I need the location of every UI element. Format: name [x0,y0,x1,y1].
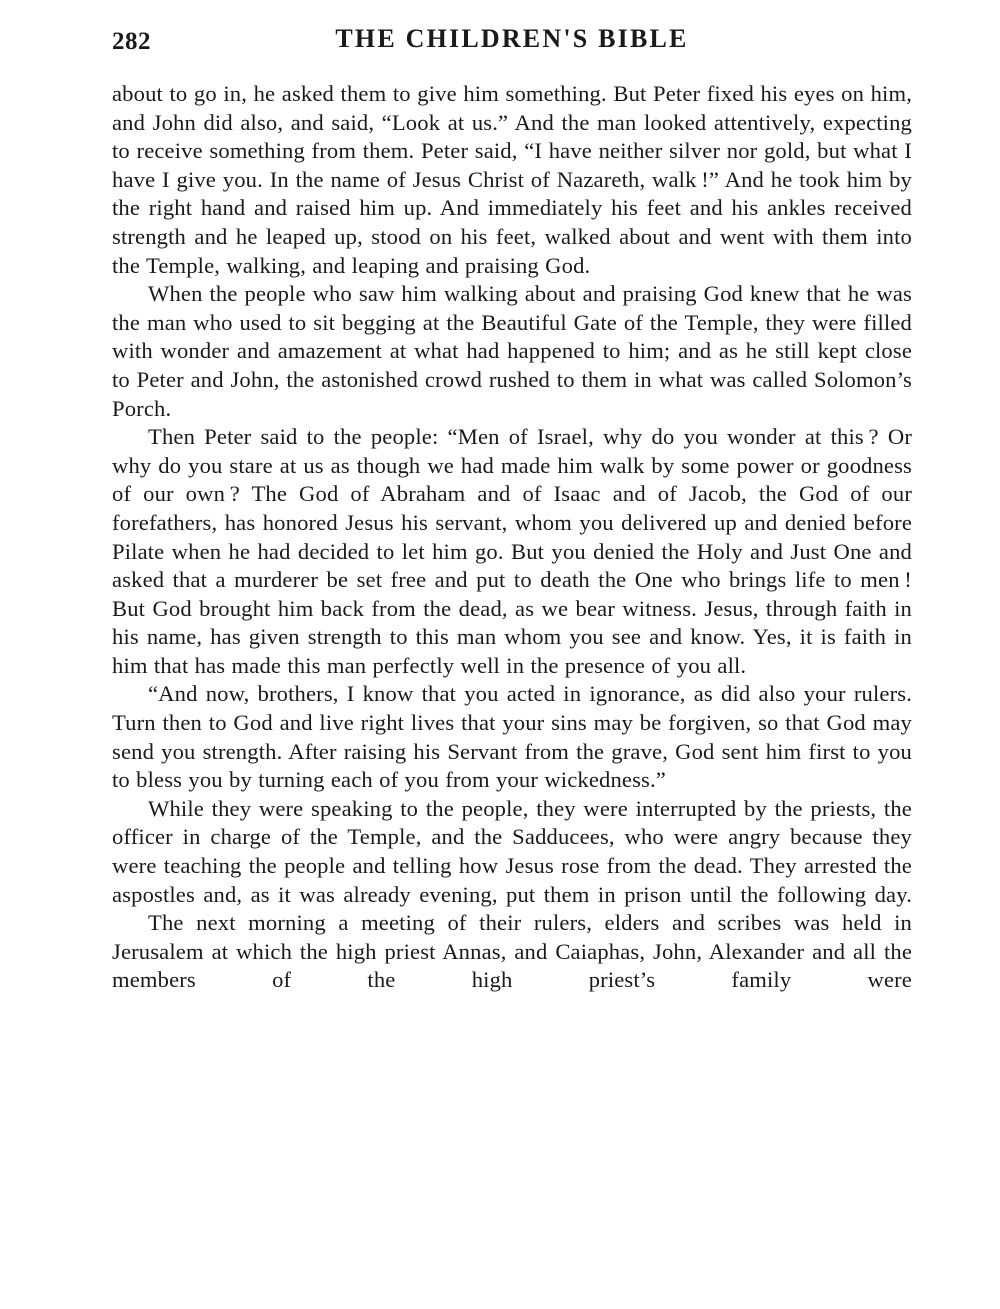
paragraph: Then Peter said to the people: “Men of Israel, why do you wonder at this ? Or why do you stare at us as though we had made him walk by some power or goodness of our own ? The God of Abraham and of Isaac and of Jacob, the God of our forefathers, has honored Jesus his servant, whom you delivered up and denied before Pilate when he had decided to let him go. But you denied the Holy and Just One and asked that a murderer be set free and put to death the One who brings life to men ! But God brought him back from the dead, as we bear witness. Jesus, through faith in his name, has given strength to this man whom you see and know. Yes, it is faith in him that has made this man perfectly well in the presence of you all. [112,424,912,678]
paragraph: “And now, brothers, I know that you acted in ignorance, as did also your rulers. Turn then to God and live right lives that your sins may be forgiven, so that God may send you strength. After raising his Servant from the grave, God sent him first to you to bless you by turning each of you from your wickedness.” [112,681,912,793]
page-header [112,24,912,64]
body-text-column [112,80,912,995]
paragraph: When the people who saw him walking about and praising God knew that he was the man who used to sit begging at the Beautiful Gate of the Temple, they were filled with wonder and amazement at what had happened to him; and as he still kept close to Peter and John, the astonished crowd rushed to them in what was called Solomon’s Porch. [112,281,912,421]
running-title: THE CHILDREN'S BIBLE [335,24,689,53]
paragraph: about to go in, he asked them to give him something. But Peter fixed his eyes on him, and John did also, and said, “Look at us.” And the man looked attentively, expecting to receive something from them. Peter said, “I have neither silver nor gold, but what I have I give you. In the name of Jesus Christ of Nazareth, walk !” And he took him by the right hand and raised him up. And immediately his feet and his ankles received strength and he leaped up, stood on his feet, walked about and went with them into the Temple, walking, and leaping and praising God. [112,81,912,278]
paragraph: While they were speaking to the people, they were interrupted by the priests, the officer in charge of the Temple, and the Sadducees, who were angry because they were teaching the people and telling how Jesus rose from the dead. They arrested the aspostles and, as it was already evening, put them in prison until the following day. [112,795,912,907]
paragraph: The next morning a meeting of their rulers, elders and scribes was held in Jerusalem at which the high priest Annas, and Caiaphas, John, Alexander and all the members of the high priest’s family were [112,910,912,993]
page-number: 282 [112,28,151,55]
